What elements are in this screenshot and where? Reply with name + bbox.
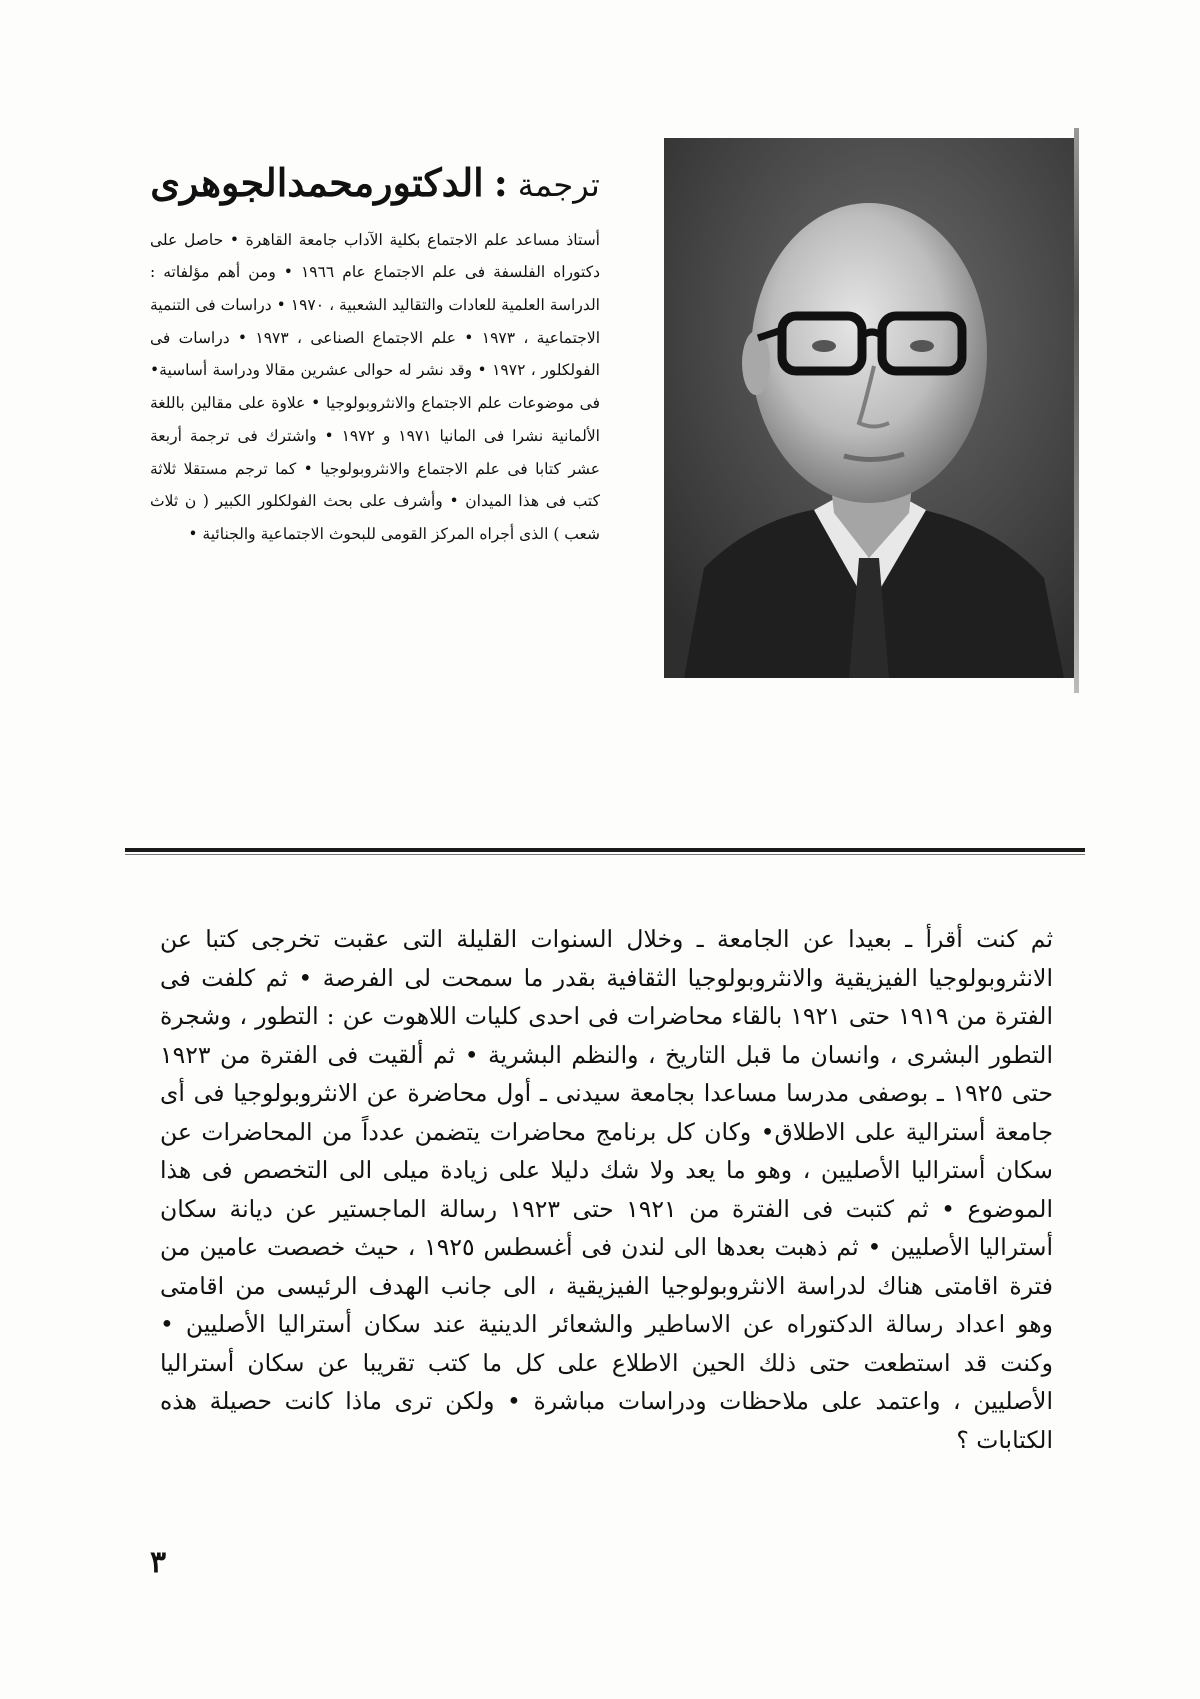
section-divider-thin <box>125 854 1085 855</box>
translator-name: الدكتورمحمدالجوهرى <box>150 160 484 205</box>
translator-role: ترجمة <box>517 166 600 204</box>
portrait-illustration <box>664 138 1074 678</box>
translator-colon: : <box>493 160 508 205</box>
translator-bio: أستاذ مساعد علم الاجتماع بكلية الآداب جامعة القاهرة • حاصل على دكتوراه الفلسفة فى علم الاجتماع عام ١٩٦٦ • ومن أهم مؤلفاته : الدراسة العلمية للعادات والتقاليد الشعبية ، ١٩٧٠ • دراسات فى التنمية الاجتماعية ، ١٩٧٣ • علم الاجتماع الصناعى ، ١٩٧٣ • دراسات فى الفولكلور ، ١٩٧٢ • وقد نشر له حوالى عشرين مقالا ودراسة أساسية• فى موضوعات علم الاجتماع والانثروبولوجيا • علاوة على مقالين باللغة الألمانية نشرا فى المانيا ١٩٧١ و ١٩٧٢ • واشترك فى ترجمة أربعة عشر كتابا فى علم الاجتماع والانثروبولوجيا • كما ترجم مستقلا ثلاثة كتب فى هذا الميدان • وأشرف على بحث الفولكلور الكبير ( ن ثلاث شعب ) الذى أجراه المركز القومى للبحوث الاجتماعية والجنائية • <box>150 230 600 543</box>
section-divider <box>125 848 1085 852</box>
page-number: ٣ <box>150 1545 167 1580</box>
body-paragraph: ثم كنت أقرأ ـ بعيدا عن الجامعة ـ وخلال السنوات القليلة التى عقبت تخرجى كتبا عن الانثروبولوجيا الفيزيقية والانثروبولوجيا الثقافية بقدر ما سمحت لى الفرصة • ثم كلفت فى الفترة من ١٩١٩ حتى ١٩٢١ بالقاء محاضرات فى احدى كليات اللاهوت عن : التطور ، وشجرة التطور البشرى ، وانسان ما قبل التاريخ ، والنظم البشرية • ثم ألقيت فى الفترة من ١٩٢٣ حتى ١٩٢٥ ـ بوصفى مدرسا مساعدا بجامعة سيدنى ـ أول محاضرة عن الانثروبولوجيا فى أى جامعة أسترالية على الاطلاق• وكان كل برنامج محاضرات يتضمن عدداً من المحاضرات عن سكان أستراليا الأصليين ، وهو ما يعد ولا شك دليلا على زيادة ميلى الى التخصص فى هذا الموضوع • ثم كتبت فى الفترة من ١٩٢١ حتى ١٩٢٣ رسالة الماجستير عن ديانة سكان أستراليا الأصليين • ثم ذهبت بعدها الى لندن فى أغسطس ١٩٢٥ ، حيث خصصت عامين من فترة اقامتى هناك لدراسة الانثروبولوجيا الفيزيقية ، الى جانب الهدف الرئيسى من اقامتى وهو اعداد رسالة الدكتوراه عن الاساطير والشعائر الدينية عند سكان أستراليا الأصليين • وكنت قد استطعت حتى ذلك الحين الاطلاع على كل ما كتب تقريبا عن سكان أستراليا الأصليين ، واعتمد على ملاحظات ودراسات مباشرة • ولكن ترى ماذا كانت حصيلة هذه الكتابات ؟ <box>160 925 1054 1454</box>
translator-block <box>150 160 600 551</box>
portrait-photo <box>664 138 1074 678</box>
translator-heading <box>150 160 600 206</box>
photo-edge <box>1074 128 1079 693</box>
